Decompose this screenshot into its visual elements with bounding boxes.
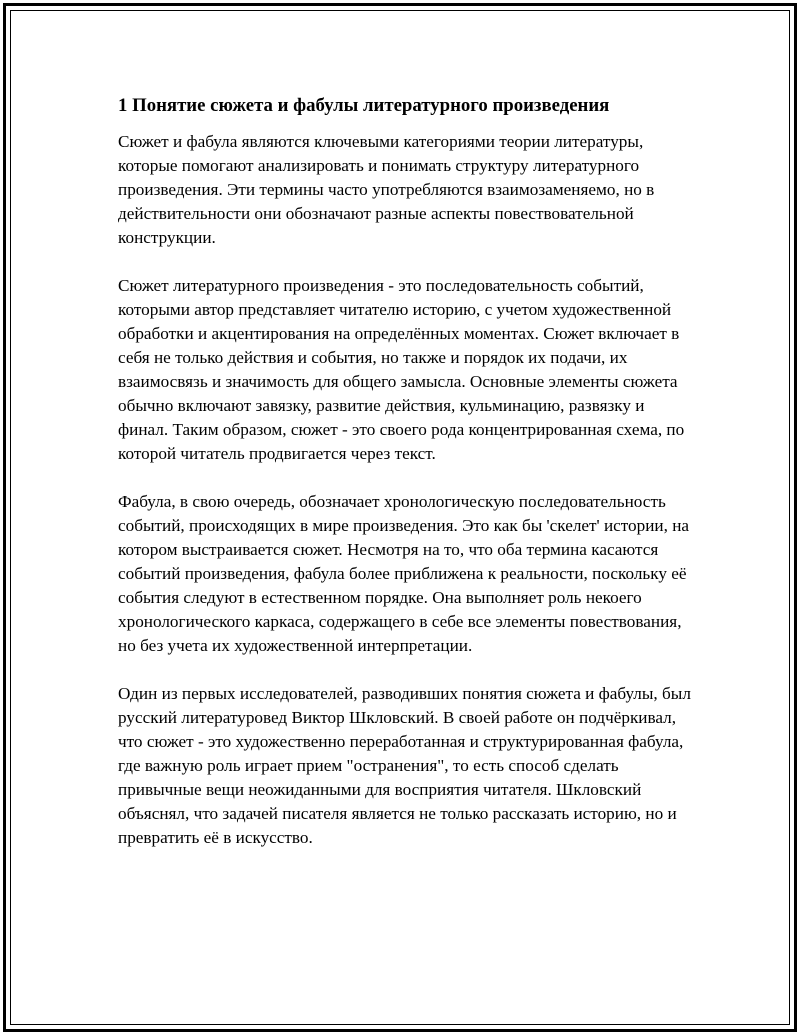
paragraph-fabula: Фабула, в свою очередь, обозначает хронологическую последовательность событий, происходящих в мире произведения. Это как бы 'скелет' истории, на котором выстраивается сюжет. Несмотря на то, что оба термина касаются событий произведения, фабула более приближена к реальности, поскольку её события следуют в естественном порядке. Она выполняет роль некоего хронологического каркаса, содержащего в себе все элементы повествования, но без учета их художественной интерпретации. xyxy=(118,492,690,655)
paragraph-shklovsky: Один из первых исследователей, разводивших понятия сюжета и фабулы, был русский литературовед Виктор Шкловский. В своей работе он подчёркивал, что сюжет - это художественно переработанная и структурированная фабула, где важную роль играет прием "остранения", то есть способ сделать привычные вещи неожиданными для восприятия читателя. Шкловский объяснял, что задачей писателя является не только рассказать историю, но и превратить её в искусство. xyxy=(118,684,691,847)
section-heading: 1 Понятие сюжета и фабулы литературного произведения xyxy=(118,95,610,116)
document-body xyxy=(118,92,693,874)
paragraph-intro: Сюжет и фабула являются ключевыми категориями теории литературы, которые помогают анализировать и понимать структуру литературного произведения. Эти термины часто употребляются взаимозаменяемо, но в действительности они обозначают разные аспекты повествовательной конструкции. xyxy=(118,132,655,247)
paragraph-syuzhet: Сюжет литературного произведения - это последовательность событий, которыми автор представляет читателю историю, с учетом художественной обработки и акцентирования на определённых моментах. Сюжет включает в себя не только действия и события, но также и порядок их подачи, их взаимосвязь и значимость для общего замысла. Основные элементы сюжета обычно включают завязку, развитие действия, кульминацию, развязку и финал. Таким образом, сюжет - это своего рода концентрированная схема, по которой читатель продвигается через текст. xyxy=(118,276,685,463)
